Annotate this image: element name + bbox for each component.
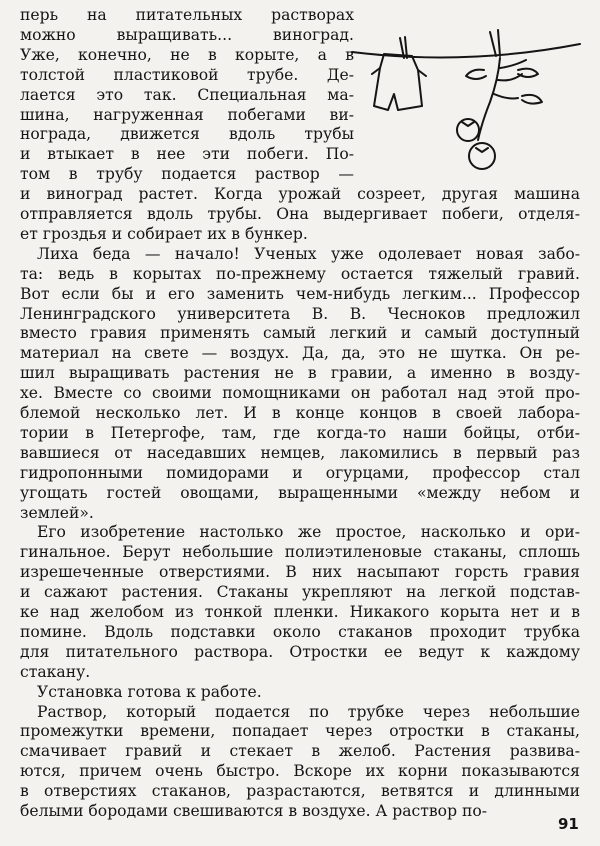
text-line: Лиха беда — начало! Ученых уже одолевает новая забо-	[37, 244, 580, 263]
text-line: вместо гравия применять самый легкий и самый доступный	[20, 324, 580, 343]
text-line: и сажают растения. Стаканы укрепляют на легкой подстав-	[20, 583, 580, 602]
text-line: ет гроздья и собирает их в бункер.	[20, 224, 308, 243]
tomato-icon	[457, 119, 479, 141]
text-line: для питательного раствора. Отростки ее ведут к каждому	[20, 642, 580, 661]
text-line: Уже, конечно, не в корыте, а в	[20, 45, 354, 64]
text-line: белыми бородами свешиваются в воздухе. А раствор по-	[20, 802, 488, 820]
text-line: можно выращивать... виноград.	[20, 25, 354, 44]
text-line: Установка готова к работе.	[37, 682, 262, 701]
text-line: помине. Вдоль подставки около стаканов проходит трубка	[20, 622, 580, 641]
text-line: землей».	[20, 503, 94, 522]
text-line: смачивает гравий и стекает в желоб. Растения развива-	[20, 742, 580, 761]
text-line: ются, причем очень быстро. Вскоре их корни показываются	[20, 762, 580, 781]
tomato-icon	[469, 143, 495, 169]
text-line: угощать гостей овощами, выращенными «между небом и	[20, 483, 580, 502]
text-line: Его изобретение настолько же простое, насколько и ори-	[37, 523, 580, 542]
leaf-icon	[518, 69, 538, 77]
clothesline-illustration	[350, 10, 582, 180]
leaf-icon	[466, 70, 486, 79]
text-line: промежутки времени, попадает через отростки в стаканы,	[20, 722, 580, 741]
page-number: 91	[558, 815, 579, 833]
clothesline	[352, 44, 580, 57]
text-line: гинальное. Берут небольшие полиэтиленовые стаканы, сплошь	[20, 543, 580, 562]
text-line: шил выращивать растения не в гравии, а именно в возду-	[20, 364, 580, 383]
text-line: вавшиеся от наседавших немцев, лакомились в первый раз	[20, 443, 580, 462]
clothespin-icon	[490, 30, 500, 56]
text-line: блемой несколько лет. И в конце концов в своей лабора-	[20, 404, 580, 422]
text-line: материал на свете — воздух. Да, да, это не шутка. Он ре-	[20, 344, 580, 363]
text-line: шина, нагруженная побегами ви-	[20, 105, 354, 124]
text-line: гидропонными помидорами и огурцами, профессор стал	[20, 463, 580, 482]
text-line: отправляется вдоль трубы. Она выдергивает побеги, отделя-	[20, 205, 580, 223]
text-line: том в трубу подается раствор —	[20, 165, 354, 184]
text-line: изрешеченные отверстиями. В них насыпают горсть гравия	[20, 563, 580, 582]
text-line: та: ведь в корытах по-прежнему остается тяжелый гравий.	[20, 264, 580, 283]
text-line: и виноград растет. Когда урожай созреет, другая машина	[20, 185, 580, 204]
text-line: лается это так. Специальная ма-	[20, 85, 354, 104]
text-line: тории в Петергофе, там, где когда-то наши бойцы, отби-	[20, 423, 580, 442]
shirt-icon	[374, 54, 422, 110]
text-line: ке над желобом из тонкой пленки. Никакого корыта нет и в	[20, 603, 580, 621]
text-line: перь на питательных растворах	[20, 6, 354, 24]
text-line: и втыкает в нее эти побеги. По-	[20, 145, 354, 164]
text-line: в отверстиях стаканов, разрастаются, ветвятся и длинными	[20, 782, 580, 801]
text-line: стакану.	[20, 662, 91, 681]
text-line: толстой пластиковой трубе. Де-	[20, 65, 354, 84]
text-line: нограда, движется вдоль трубы	[20, 125, 354, 144]
text-line: Вот если бы и его заменить чем-нибудь легким... Профессор	[20, 284, 580, 303]
text-line: хе. Вместе со своими помощниками он работал над этой про-	[20, 384, 580, 403]
text-line: Ленинградского университета В. В. Чесноков предложил	[20, 304, 580, 323]
leaf-icon	[522, 95, 542, 104]
text-line: Раствор, который подается по трубке через небольшие	[37, 702, 580, 721]
